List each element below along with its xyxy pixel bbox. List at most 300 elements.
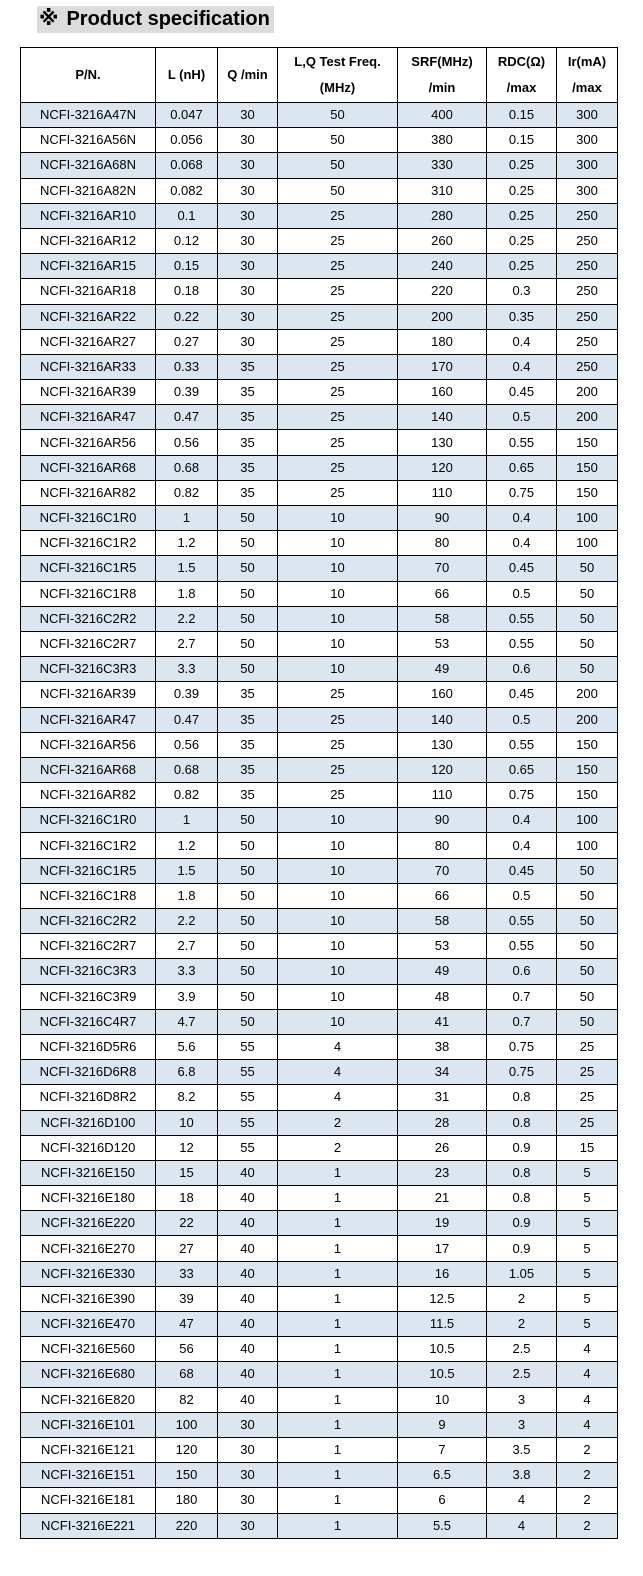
cell-srf: 11.5	[398, 1312, 487, 1337]
table-row	[21, 1261, 618, 1286]
cell-srf: 6.5	[398, 1463, 487, 1488]
cell-inductance: 220	[156, 1513, 218, 1538]
table-row	[21, 783, 618, 808]
table-row	[21, 1186, 618, 1211]
cell-test-frequency: 25	[278, 783, 398, 808]
cell-inductance: 3.3	[156, 959, 218, 984]
cell-srf: 21	[398, 1186, 487, 1211]
cell-srf: 130	[398, 732, 487, 757]
cell-inductance: 0.22	[156, 304, 218, 329]
cell-inductance: 0.33	[156, 354, 218, 379]
cell-srf: 380	[398, 128, 487, 153]
cell-part-number: NCFI-3216E680	[21, 1362, 156, 1387]
cell-inductance: 1.2	[156, 531, 218, 556]
cell-inductance: 1.5	[156, 858, 218, 883]
cell-q-min: 50	[218, 858, 278, 883]
cell-q-min: 50	[218, 1009, 278, 1034]
cell-q-min: 30	[218, 1488, 278, 1513]
cell-q-min: 40	[218, 1261, 278, 1286]
cell-srf: 10	[398, 1387, 487, 1412]
cell-rated-current: 150	[557, 430, 618, 455]
cell-rated-current: 5	[557, 1186, 618, 1211]
cell-q-min: 30	[218, 178, 278, 203]
cell-rated-current: 50	[557, 959, 618, 984]
cell-inductance: 180	[156, 1488, 218, 1513]
cell-part-number: NCFI-3216C2R7	[21, 631, 156, 656]
cell-q-min: 40	[218, 1337, 278, 1362]
section-title-text: Product specification	[66, 8, 270, 30]
cell-srf: 330	[398, 153, 487, 178]
cell-srf: 38	[398, 1034, 487, 1059]
cell-inductance: 0.39	[156, 682, 218, 707]
cell-srf: 66	[398, 581, 487, 606]
cell-inductance: 22	[156, 1211, 218, 1236]
cell-test-frequency: 1	[278, 1312, 398, 1337]
cell-part-number: NCFI-3216C1R8	[21, 883, 156, 908]
cell-test-frequency: 1	[278, 1160, 398, 1185]
cell-srf: 70	[398, 858, 487, 883]
cell-rated-current: 150	[557, 732, 618, 757]
cell-rdc: 0.55	[487, 631, 557, 656]
cell-rated-current: 4	[557, 1387, 618, 1412]
table-row	[21, 1488, 618, 1513]
cell-test-frequency: 25	[278, 405, 398, 430]
cell-test-frequency: 10	[278, 631, 398, 656]
cell-rdc: 0.5	[487, 405, 557, 430]
cell-rated-current: 250	[557, 329, 618, 354]
cell-test-frequency: 50	[278, 153, 398, 178]
cell-srf: 49	[398, 959, 487, 984]
cell-test-frequency: 25	[278, 279, 398, 304]
cell-test-frequency: 10	[278, 858, 398, 883]
cell-inductance: 0.047	[156, 103, 218, 128]
cell-q-min: 50	[218, 631, 278, 656]
cell-part-number: NCFI-3216A47N	[21, 103, 156, 128]
cell-rated-current: 250	[557, 203, 618, 228]
cell-rated-current: 250	[557, 228, 618, 253]
cell-part-number: NCFI-3216D6R8	[21, 1060, 156, 1085]
cell-test-frequency: 10	[278, 984, 398, 1009]
cell-test-frequency: 25	[278, 732, 398, 757]
reference-mark-icon: ※	[39, 8, 59, 30]
table-row	[21, 909, 618, 934]
cell-srf: 7	[398, 1437, 487, 1462]
cell-part-number: NCFI-3216AR68	[21, 757, 156, 782]
table-row	[21, 631, 618, 656]
cell-part-number: NCFI-3216A56N	[21, 128, 156, 153]
cell-srf: 19	[398, 1211, 487, 1236]
cell-part-number: NCFI-3216E390	[21, 1286, 156, 1311]
cell-test-frequency: 10	[278, 606, 398, 631]
cell-rated-current: 50	[557, 631, 618, 656]
cell-rdc: 0.65	[487, 455, 557, 480]
cell-part-number: NCFI-3216C2R2	[21, 606, 156, 631]
cell-q-min: 35	[218, 354, 278, 379]
cell-test-frequency: 25	[278, 757, 398, 782]
cell-test-frequency: 50	[278, 103, 398, 128]
cell-test-frequency: 10	[278, 531, 398, 556]
cell-part-number: NCFI-3216E121	[21, 1437, 156, 1462]
cell-test-frequency: 25	[278, 707, 398, 732]
table-row	[21, 354, 618, 379]
cell-q-min: 30	[218, 228, 278, 253]
cell-srf: 80	[398, 833, 487, 858]
cell-rdc: 0.55	[487, 909, 557, 934]
cell-srf: 12.5	[398, 1286, 487, 1311]
cell-rated-current: 4	[557, 1337, 618, 1362]
cell-rated-current: 300	[557, 178, 618, 203]
cell-rated-current: 250	[557, 304, 618, 329]
cell-rdc: 3	[487, 1387, 557, 1412]
cell-part-number: NCFI-3216C3R9	[21, 984, 156, 1009]
cell-part-number: NCFI-3216C2R2	[21, 909, 156, 934]
cell-srf: 130	[398, 430, 487, 455]
table-row	[21, 1160, 618, 1185]
cell-rated-current: 50	[557, 556, 618, 581]
header-row	[21, 48, 618, 103]
cell-rated-current: 200	[557, 707, 618, 732]
cell-rdc: 2	[487, 1286, 557, 1311]
cell-rated-current: 250	[557, 354, 618, 379]
cell-q-min: 50	[218, 959, 278, 984]
cell-q-min: 50	[218, 581, 278, 606]
cell-rdc: 0.4	[487, 833, 557, 858]
cell-rdc: 0.7	[487, 1009, 557, 1034]
cell-rdc: 0.75	[487, 1060, 557, 1085]
cell-test-frequency: 1	[278, 1437, 398, 1462]
table-row	[21, 506, 618, 531]
cell-test-frequency: 25	[278, 682, 398, 707]
table-row	[21, 178, 618, 203]
cell-rdc: 0.25	[487, 228, 557, 253]
cell-srf: 10.5	[398, 1337, 487, 1362]
cell-rated-current: 4	[557, 1412, 618, 1437]
cell-q-min: 50	[218, 808, 278, 833]
cell-rdc: 3	[487, 1412, 557, 1437]
cell-inductance: 1	[156, 808, 218, 833]
cell-rated-current: 15	[557, 1135, 618, 1160]
cell-inductance: 3.3	[156, 657, 218, 682]
spec-table	[20, 47, 618, 1539]
cell-part-number: NCFI-3216E220	[21, 1211, 156, 1236]
cell-test-frequency: 10	[278, 581, 398, 606]
table-row	[21, 1286, 618, 1311]
cell-part-number: NCFI-3216D8R2	[21, 1085, 156, 1110]
cell-part-number: NCFI-3216E221	[21, 1513, 156, 1538]
cell-inductance: 0.15	[156, 254, 218, 279]
cell-rdc: 0.9	[487, 1236, 557, 1261]
cell-q-min: 50	[218, 657, 278, 682]
cell-inductance: 68	[156, 1362, 218, 1387]
cell-rdc: 0.75	[487, 783, 557, 808]
cell-inductance: 4.7	[156, 1009, 218, 1034]
cell-part-number: NCFI-3216C4R7	[21, 1009, 156, 1034]
cell-part-number: NCFI-3216E101	[21, 1412, 156, 1437]
cell-q-min: 55	[218, 1085, 278, 1110]
cell-q-min: 40	[218, 1387, 278, 1412]
cell-part-number: NCFI-3216D5R6	[21, 1034, 156, 1059]
cell-inductance: 1.8	[156, 883, 218, 908]
cell-rdc: 0.8	[487, 1160, 557, 1185]
table-row	[21, 1110, 618, 1135]
cell-part-number: NCFI-3216AR47	[21, 405, 156, 430]
cell-rdc: 0.55	[487, 934, 557, 959]
cell-srf: 70	[398, 556, 487, 581]
cell-rated-current: 100	[557, 833, 618, 858]
cell-rated-current: 2	[557, 1513, 618, 1538]
cell-q-min: 50	[218, 556, 278, 581]
cell-q-min: 55	[218, 1110, 278, 1135]
cell-part-number: NCFI-3216A82N	[21, 178, 156, 203]
cell-part-number: NCFI-3216E180	[21, 1186, 156, 1211]
cell-srf: 23	[398, 1160, 487, 1185]
cell-rdc: 0.6	[487, 959, 557, 984]
cell-inductance: 120	[156, 1437, 218, 1462]
cell-rdc: 0.15	[487, 103, 557, 128]
cell-q-min: 35	[218, 405, 278, 430]
cell-rated-current: 25	[557, 1085, 618, 1110]
table-row	[21, 455, 618, 480]
cell-q-min: 30	[218, 1463, 278, 1488]
cell-inductance: 150	[156, 1463, 218, 1488]
cell-rdc: 4	[487, 1488, 557, 1513]
cell-rdc: 1.05	[487, 1261, 557, 1286]
table-row	[21, 556, 618, 581]
table-row	[21, 1135, 618, 1160]
cell-inductance: 2.7	[156, 631, 218, 656]
table-row	[21, 304, 618, 329]
cell-rdc: 0.25	[487, 178, 557, 203]
table-row	[21, 1009, 618, 1034]
cell-q-min: 50	[218, 506, 278, 531]
cell-inductance: 0.056	[156, 128, 218, 153]
cell-part-number: NCFI-3216D100	[21, 1110, 156, 1135]
cell-part-number: NCFI-3216AR10	[21, 203, 156, 228]
cell-test-frequency: 1	[278, 1211, 398, 1236]
table-row	[21, 1513, 618, 1538]
cell-q-min: 50	[218, 984, 278, 1009]
table-row	[21, 1337, 618, 1362]
table-row	[21, 329, 618, 354]
cell-test-frequency: 10	[278, 934, 398, 959]
cell-q-min: 30	[218, 1412, 278, 1437]
cell-inductance: 0.82	[156, 480, 218, 505]
cell-inductance: 0.39	[156, 380, 218, 405]
cell-inductance: 2.2	[156, 909, 218, 934]
cell-rated-current: 250	[557, 279, 618, 304]
cell-test-frequency: 10	[278, 833, 398, 858]
cell-q-min: 55	[218, 1060, 278, 1085]
cell-part-number: NCFI-3216AR12	[21, 228, 156, 253]
cell-srf: 260	[398, 228, 487, 253]
cell-part-number: NCFI-3216AR27	[21, 329, 156, 354]
cell-inductance: 1.5	[156, 556, 218, 581]
cell-rated-current: 300	[557, 153, 618, 178]
cell-rated-current: 150	[557, 757, 618, 782]
cell-q-min: 35	[218, 455, 278, 480]
cell-q-min: 55	[218, 1135, 278, 1160]
cell-part-number: NCFI-3216C3R3	[21, 959, 156, 984]
cell-q-min: 50	[218, 531, 278, 556]
cell-inductance: 2.2	[156, 606, 218, 631]
cell-inductance: 0.82	[156, 783, 218, 808]
cell-test-frequency: 10	[278, 556, 398, 581]
cell-rated-current: 4	[557, 1362, 618, 1387]
cell-inductance: 0.68	[156, 455, 218, 480]
cell-part-number: NCFI-3216E330	[21, 1261, 156, 1286]
cell-q-min: 50	[218, 883, 278, 908]
table-row	[21, 1463, 618, 1488]
cell-inductance: 1	[156, 506, 218, 531]
cell-test-frequency: 25	[278, 329, 398, 354]
cell-inductance: 39	[156, 1286, 218, 1311]
cell-q-min: 40	[218, 1286, 278, 1311]
table-row	[21, 254, 618, 279]
cell-rated-current: 5	[557, 1160, 618, 1185]
cell-srf: 120	[398, 757, 487, 782]
cell-rdc: 0.45	[487, 380, 557, 405]
cell-test-frequency: 1	[278, 1236, 398, 1261]
table-row	[21, 1060, 618, 1085]
cell-part-number: NCFI-3216E151	[21, 1463, 156, 1488]
cell-q-min: 35	[218, 783, 278, 808]
cell-test-frequency: 10	[278, 909, 398, 934]
cell-srf: 90	[398, 506, 487, 531]
cell-rated-current: 5	[557, 1236, 618, 1261]
table-row	[21, 606, 618, 631]
cell-part-number: NCFI-3216AR39	[21, 380, 156, 405]
cell-inductance: 12	[156, 1135, 218, 1160]
cell-srf: 160	[398, 380, 487, 405]
table-row	[21, 1211, 618, 1236]
table-row	[21, 480, 618, 505]
cell-srf: 17	[398, 1236, 487, 1261]
cell-rated-current: 5	[557, 1312, 618, 1337]
cell-part-number: NCFI-3216C1R0	[21, 808, 156, 833]
cell-part-number: NCFI-3216AR68	[21, 455, 156, 480]
cell-srf: 240	[398, 254, 487, 279]
cell-part-number: NCFI-3216C1R8	[21, 581, 156, 606]
cell-srf: 110	[398, 480, 487, 505]
cell-rdc: 2	[487, 1312, 557, 1337]
cell-srf: 5.5	[398, 1513, 487, 1538]
cell-part-number: NCFI-3216E820	[21, 1387, 156, 1412]
cell-rdc: 0.25	[487, 203, 557, 228]
cell-test-frequency: 50	[278, 128, 398, 153]
cell-test-frequency: 10	[278, 506, 398, 531]
cell-srf: 400	[398, 103, 487, 128]
cell-rated-current: 100	[557, 531, 618, 556]
cell-q-min: 35	[218, 380, 278, 405]
cell-rdc: 0.55	[487, 732, 557, 757]
cell-srf: 160	[398, 682, 487, 707]
cell-test-frequency: 25	[278, 228, 398, 253]
cell-part-number: NCFI-3216E270	[21, 1236, 156, 1261]
table-row	[21, 1412, 618, 1437]
cell-part-number: NCFI-3216AR82	[21, 783, 156, 808]
cell-rated-current: 2	[557, 1488, 618, 1513]
header-part-number: P/N.	[21, 48, 156, 103]
cell-inductance: 0.47	[156, 405, 218, 430]
cell-q-min: 30	[218, 103, 278, 128]
cell-part-number: NCFI-3216AR33	[21, 354, 156, 379]
cell-srf: 49	[398, 657, 487, 682]
cell-test-frequency: 25	[278, 380, 398, 405]
cell-rated-current: 2	[557, 1437, 618, 1462]
cell-part-number: NCFI-3216C2R7	[21, 934, 156, 959]
cell-srf: 41	[398, 1009, 487, 1034]
cell-rdc: 0.7	[487, 984, 557, 1009]
cell-test-frequency: 1	[278, 1261, 398, 1286]
cell-inductance: 0.68	[156, 757, 218, 782]
cell-q-min: 35	[218, 707, 278, 732]
cell-srf: 110	[398, 783, 487, 808]
cell-q-min: 40	[218, 1236, 278, 1261]
cell-inductance: 5.6	[156, 1034, 218, 1059]
cell-inductance: 3.9	[156, 984, 218, 1009]
cell-q-min: 50	[218, 934, 278, 959]
cell-test-frequency: 1	[278, 1186, 398, 1211]
cell-q-min: 30	[218, 1437, 278, 1462]
cell-inductance: 18	[156, 1186, 218, 1211]
cell-test-frequency: 1	[278, 1337, 398, 1362]
cell-rdc: 0.65	[487, 757, 557, 782]
cell-rdc: 0.25	[487, 153, 557, 178]
cell-rated-current: 100	[557, 808, 618, 833]
cell-test-frequency: 1	[278, 1362, 398, 1387]
table-row	[21, 380, 618, 405]
cell-part-number: NCFI-3216C1R0	[21, 506, 156, 531]
cell-q-min: 30	[218, 128, 278, 153]
cell-rdc: 0.8	[487, 1085, 557, 1110]
cell-rdc: 0.45	[487, 682, 557, 707]
cell-test-frequency: 1	[278, 1488, 398, 1513]
cell-rated-current: 200	[557, 380, 618, 405]
cell-rdc: 3.5	[487, 1437, 557, 1462]
cell-q-min: 50	[218, 833, 278, 858]
cell-rated-current: 50	[557, 984, 618, 1009]
cell-q-min: 40	[218, 1362, 278, 1387]
cell-srf: 31	[398, 1085, 487, 1110]
cell-srf: 58	[398, 606, 487, 631]
table-row	[21, 128, 618, 153]
cell-rdc: 0.4	[487, 808, 557, 833]
cell-test-frequency: 1	[278, 1412, 398, 1437]
cell-part-number: NCFI-3216E470	[21, 1312, 156, 1337]
table-row	[21, 1312, 618, 1337]
cell-rated-current: 50	[557, 934, 618, 959]
cell-part-number: NCFI-3216AR15	[21, 254, 156, 279]
table-row	[21, 682, 618, 707]
cell-q-min: 40	[218, 1160, 278, 1185]
cell-srf: 180	[398, 329, 487, 354]
table-row	[21, 153, 618, 178]
cell-rated-current: 50	[557, 883, 618, 908]
cell-test-frequency: 1	[278, 1513, 398, 1538]
cell-rated-current: 150	[557, 480, 618, 505]
cell-rdc: 0.9	[487, 1135, 557, 1160]
table-row	[21, 1387, 618, 1412]
cell-srf: 280	[398, 203, 487, 228]
cell-q-min: 35	[218, 430, 278, 455]
cell-rated-current: 50	[557, 858, 618, 883]
spec-table-body	[21, 103, 618, 1539]
table-row	[21, 984, 618, 1009]
cell-part-number: NCFI-3216AR39	[21, 682, 156, 707]
cell-inductance: 0.56	[156, 430, 218, 455]
table-row	[21, 657, 618, 682]
cell-rdc: 0.4	[487, 506, 557, 531]
